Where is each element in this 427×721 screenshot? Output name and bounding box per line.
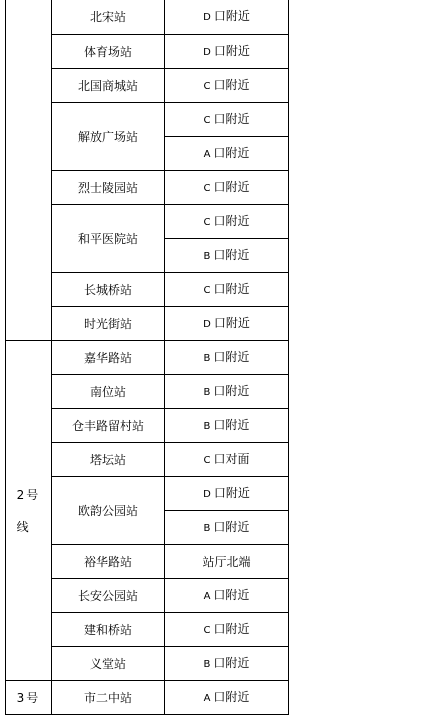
- station-name: 北宋站: [89, 10, 126, 24]
- station-name-cell: [52, 443, 165, 477]
- exit-letter: C: [203, 114, 211, 126]
- station-name-cell: [52, 69, 165, 103]
- station-name: 塔坛站: [89, 452, 126, 467]
- line-name: [17, 682, 41, 714]
- station-name-cell: [52, 103, 165, 171]
- exit-location: 口附近: [213, 111, 250, 126]
- exit-location: 口附近: [213, 383, 250, 398]
- station-name: 解放广场站: [77, 129, 138, 144]
- exit-cell: [165, 545, 289, 579]
- table-row: [6, 0, 289, 35]
- exit-location: 口附近: [213, 485, 250, 500]
- exit-letter: D: [203, 318, 211, 330]
- station-name: 北国商城站: [77, 78, 138, 93]
- station-name-cell: [52, 647, 165, 681]
- exit-cell: [165, 341, 289, 375]
- exit-cell: [165, 681, 289, 715]
- exit-location: 口附近: [213, 621, 250, 636]
- exit-location: 口附近: [213, 77, 250, 92]
- station-name-cell: [52, 409, 165, 443]
- station-name: 嘉华路站: [83, 350, 132, 365]
- line-name-part-1: 3号: [16, 690, 41, 705]
- exit-location: 站厅北端: [202, 554, 251, 569]
- exit-cell: [165, 0, 289, 35]
- exit-location: 口附近: [213, 9, 250, 23]
- table-body: [6, 0, 289, 715]
- exit-cell: [165, 307, 289, 341]
- exit-location: 口附近: [213, 349, 250, 364]
- station-name: 市二中站: [83, 690, 132, 705]
- exit-letter: D: [203, 12, 211, 23]
- exit-location: 口附近: [213, 281, 250, 296]
- line-name-cell: [6, 681, 52, 715]
- exit-letter: B: [203, 522, 211, 534]
- exit-cell: [165, 35, 289, 69]
- station-name-cell: [52, 477, 165, 545]
- exit-letter: B: [203, 386, 211, 398]
- exit-cell: [165, 273, 289, 307]
- station-name: 长安公园站: [77, 588, 138, 603]
- exit-cell: [165, 613, 289, 647]
- station-name: 体育场站: [83, 44, 132, 59]
- exit-location: 口对面: [213, 451, 250, 466]
- exit-location: 口附近: [213, 519, 250, 534]
- station-name: 长城桥站: [83, 282, 132, 297]
- exit-location: 口附近: [213, 315, 250, 330]
- station-name: 义堂站: [89, 656, 126, 671]
- station-name-cell: [52, 171, 165, 205]
- exit-cell: [165, 409, 289, 443]
- exit-location: 口附近: [213, 655, 250, 670]
- exit-letter: C: [203, 454, 211, 466]
- exit-location: 口附近: [213, 689, 250, 704]
- exit-location: 口附近: [213, 587, 250, 602]
- exit-cell: [165, 239, 289, 273]
- station-name: 南位站: [89, 384, 126, 399]
- exit-cell: [165, 511, 289, 545]
- exit-cell: [165, 103, 289, 137]
- exit-letter: A: [203, 148, 211, 160]
- exit-cell: [165, 69, 289, 103]
- exit-location: 口附近: [213, 213, 250, 228]
- station-name-cell: [52, 375, 165, 409]
- line-name-part-1: 2号: [16, 487, 41, 502]
- station-name: 欧韵公园站: [77, 503, 138, 518]
- exit-letter: C: [203, 284, 211, 296]
- exit-letter: B: [203, 420, 211, 432]
- exit-letter: A: [203, 590, 211, 602]
- station-name: 烈士陵园站: [77, 180, 138, 195]
- station-name-cell: [52, 35, 165, 69]
- exit-letter: B: [203, 250, 211, 262]
- station-name-cell: [52, 205, 165, 273]
- metro-station-table: [5, 0, 289, 715]
- exit-cell: [165, 375, 289, 409]
- station-name-cell: [52, 341, 165, 375]
- exit-letter: D: [203, 46, 211, 58]
- station-name: 建和桥站: [83, 622, 132, 637]
- exit-cell: [165, 205, 289, 239]
- exit-letter: B: [203, 352, 211, 364]
- exit-letter: C: [203, 80, 211, 92]
- station-name: 裕华路站: [83, 554, 132, 569]
- exit-cell: [165, 137, 289, 171]
- station-name: 仓丰路留村站: [71, 418, 144, 433]
- exit-location: 口附近: [213, 179, 250, 194]
- exit-cell: [165, 579, 289, 613]
- station-name-cell: [52, 545, 165, 579]
- line-name-part-2: 线: [16, 519, 29, 534]
- station-name-cell: [52, 613, 165, 647]
- exit-letter: A: [203, 692, 211, 704]
- exit-letter: D: [203, 488, 211, 500]
- table-row: [6, 681, 289, 715]
- exit-location: 口附近: [213, 417, 250, 432]
- exit-location: 口附近: [213, 247, 250, 262]
- line-name: [17, 479, 41, 543]
- exit-cell: [165, 443, 289, 477]
- exit-letter: C: [203, 216, 211, 228]
- exit-location: 口附近: [213, 43, 250, 58]
- line-name-cell: [6, 0, 52, 341]
- station-name-cell: [52, 307, 165, 341]
- station-name: 和平医院站: [77, 231, 138, 246]
- exit-cell: [165, 647, 289, 681]
- exit-cell: [165, 477, 289, 511]
- table-row: [6, 341, 289, 375]
- exit-letter: C: [203, 182, 211, 194]
- exit-cell: [165, 171, 289, 205]
- station-name: 时光街站: [83, 316, 132, 331]
- station-name-cell: [52, 273, 165, 307]
- exit-letter: B: [203, 658, 211, 670]
- exit-letter: C: [203, 624, 211, 636]
- station-name-cell: [52, 681, 165, 715]
- exit-location: 口附近: [213, 145, 250, 160]
- station-name-cell: [52, 0, 165, 35]
- line-name-cell: [6, 341, 52, 681]
- station-name-cell: [52, 579, 165, 613]
